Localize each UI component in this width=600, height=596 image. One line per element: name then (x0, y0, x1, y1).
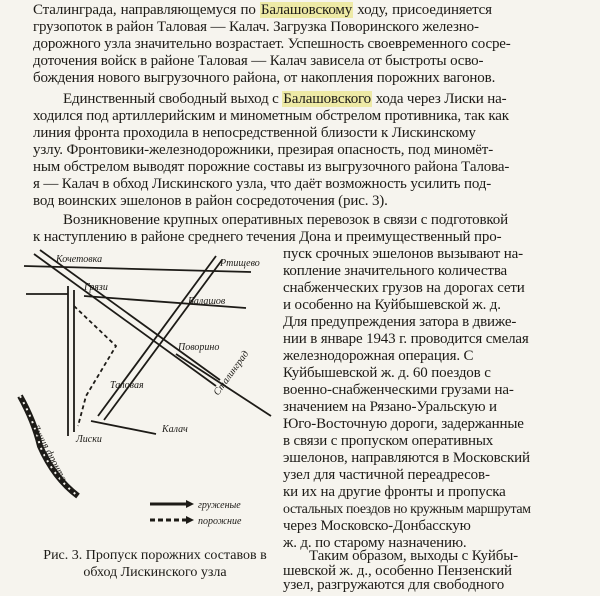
para1-line-3: дорожного узла значительно возрастает. Успешность своевременного сосре- (33, 36, 511, 52)
para2-line-4: узлу. Фронтовики-железнодорожники, презирая опасность, под миномёт- (33, 142, 494, 158)
para3-col-line: ки их на другие фронты и пропуска (283, 484, 506, 500)
label-liski: Лиски (76, 434, 102, 445)
highlighted-word: Балашовского (283, 91, 372, 107)
label-gryazi: Грязи (84, 282, 108, 293)
railway-diagram (6, 246, 276, 536)
label-balashov: Балашов (188, 296, 226, 307)
label-talovaya: Таловая (110, 380, 144, 391)
label-rtishchevo: Ртищево (220, 258, 260, 269)
para3-col-line: пуск срочных эшелонов вызывают на- (283, 246, 523, 262)
para2-line-7: вод воинских эшелонов в район сосредоточения (рис. 3). (33, 193, 388, 209)
track-rtishchevo-talovaya-1 (98, 256, 216, 416)
highlighted-word: Балашовскому (260, 2, 353, 18)
para3-col-line: в связи с пропуском оперативных (283, 433, 494, 449)
para1-line-4: доточения войск в районе Таловая — Калач зависела от быстроты осво- (33, 53, 484, 69)
para3-col-line: Для предупреждения затора в движе- (283, 314, 517, 330)
para3-line-2: к наступлению в районе среднего течения Дона и преимущественный про- (33, 229, 502, 245)
label-povorino: Поворино (178, 342, 220, 353)
para3-col-line: Юго-Восточную дороги, задержанные (283, 416, 524, 432)
para3-col-line: Куйбышевской ж. д. 60 поездов с (283, 365, 491, 381)
text-run: ходу, присоединяется (353, 2, 492, 18)
para4-col-line: шевской ж. д., особенно Пензенский (283, 563, 512, 579)
para3-col-line: военно-снабженческими грузами на- (283, 382, 514, 398)
para4-col-line: узел, разгружаются для свободного (283, 577, 505, 593)
para3-col-line: и особенно на Куйбышевской ж. д. (283, 297, 501, 313)
label-kalach: Калач (162, 424, 188, 435)
para2-line-1 (63, 91, 507, 108)
para3-col-line: копление значительного количества (283, 263, 508, 279)
text-run: Единственный свободный выход с (63, 91, 283, 107)
para1-line-1 (33, 2, 492, 19)
track-lines (24, 250, 271, 436)
track-rtishchevo-talovaya-2 (104, 260, 222, 420)
para2-line-5: ным обстрелом выводят порожние составы из выгрузочного района Талова- (33, 159, 510, 175)
para2-line-2: ходился под артиллерийским и минометным обстрелом противника, так как (33, 108, 509, 124)
para3-col-line: остальных поездов но кружным маршрутам (283, 502, 531, 517)
railway-map-svg (6, 246, 276, 536)
para3-col-line: значением на Рязано-Уральскую и (283, 399, 497, 415)
para3-col-line: узел для частичной переадресов- (283, 467, 490, 483)
figure-caption-line-1: Рис. 3. Пропуск порожних составов в (43, 548, 267, 563)
text-run: хода через Лиски на- (372, 91, 507, 107)
label-stalingrad: Сталинград (211, 348, 252, 398)
para3-col-line: эшелонов, направляются в Московский (283, 450, 530, 466)
arrow-icon (186, 516, 194, 524)
para3-col-line: железнодорожная операция. С (283, 348, 474, 364)
arrow-icon (186, 500, 194, 508)
legend-loaded-label: груженые (198, 500, 241, 511)
para1-line-2: грузопоток в район Таловая — Калач. Загрузка Поворинского железно- (33, 19, 479, 35)
para4-col-line: Таким образом, выходы с Куйбы- (309, 548, 518, 564)
legend (150, 500, 242, 527)
para3-col-line: через Московско-Донбасскую (283, 518, 471, 534)
para1-line-5: бождения нового выгрузочного района, от накопления порожних вагонов. (33, 70, 496, 86)
label-kochetovka: Кочетовка (56, 254, 103, 265)
para2-line-3: линия фронта проходила в непосредственной близости к Лискинскому (33, 125, 476, 141)
label-front: Линия фронта (29, 422, 69, 484)
para3-col-line: ж. д. по старому назначению. (283, 535, 467, 551)
track-empty-bypass (74, 306, 116, 426)
para2-line-6: я — Калач в обход Лискинского узла, что даёт возможность усилить под- (33, 176, 492, 192)
track-loaded-1 (34, 254, 216, 386)
track-talovaya-kalach (91, 421, 156, 434)
figure-caption-line-2: обход Лискинского узла (83, 565, 227, 580)
text-run: Сталинграда, направляющемуся по (33, 2, 260, 18)
legend-empty-label: порожние (198, 516, 242, 527)
para3-col-line: нии в январе 1943 г. проводится смелая (283, 331, 529, 347)
para3-col-line: снабженческих грузов на дорогах сети (283, 280, 525, 296)
para3-line-1: Возникновение крупных оперативных перевозок в связи с подготовкой (63, 212, 508, 228)
